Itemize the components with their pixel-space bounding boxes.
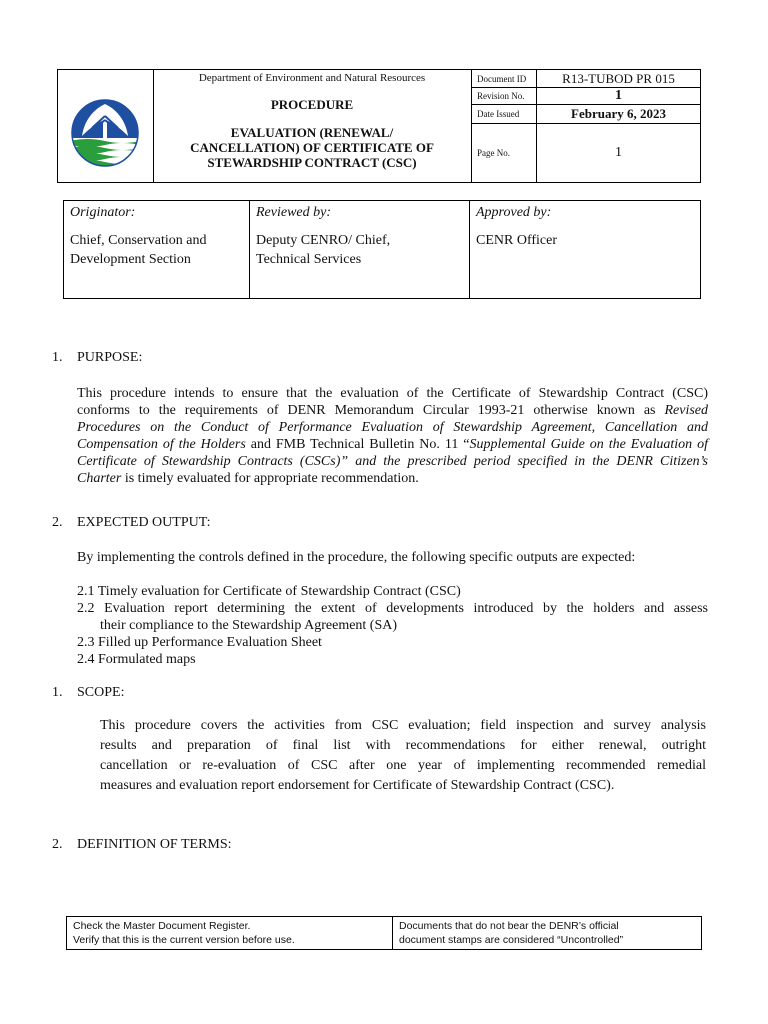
definitions-heading: DEFINITION OF TERMS: xyxy=(77,837,232,852)
approved-line1: CENR Officer xyxy=(476,233,557,248)
date-label: Date Issued xyxy=(471,105,537,123)
revision-label: Revision No. xyxy=(471,88,537,104)
page-label: Page No. xyxy=(471,124,537,182)
procedure-title-line3: STEWARDSHIP CONTRACT (CSC) xyxy=(207,155,417,170)
purpose-paragraph xyxy=(77,385,708,487)
purpose-line6-italic: Charter xyxy=(77,471,122,486)
footer-right-line1: Documents that do not bear the DENR’s official xyxy=(399,920,619,932)
purpose-heading: PURPOSE: xyxy=(77,350,143,365)
purpose-line6 xyxy=(77,470,708,487)
expected-heading: EXPECTED OUTPUT: xyxy=(77,515,211,530)
procedure-label: PROCEDURE xyxy=(270,97,354,112)
purpose-line5: Certificate of Stewardship Contracts (CSCs)” and the prescribed period specified in the DENR Citizen’s xyxy=(77,454,708,469)
expected-item-2-2-cont: their compliance to the Stewardship Agreement (SA) xyxy=(100,618,398,633)
footer-right-line2: document stamps are considered “Uncontrolled” xyxy=(399,934,624,946)
document-id-label: Document ID xyxy=(471,70,537,87)
scope-paragraph xyxy=(100,716,706,796)
procedure-title-line2: CANCELLATION) OF CERTIFICATE OF xyxy=(190,140,434,155)
scope-heading: SCOPE: xyxy=(77,685,125,700)
title-cell xyxy=(153,70,472,182)
signatories-table xyxy=(63,200,701,299)
revision-value: 1 xyxy=(615,88,622,103)
document-id-value: R13-TUBOD PR 015 xyxy=(562,70,675,86)
purpose-line4-italic2: Supplemental Guide on the Evaluation of xyxy=(469,437,708,452)
approved-name xyxy=(476,231,694,250)
purpose-line4-text: and FMB Technical Bulletin No. 11 “ xyxy=(245,437,470,452)
originator-line2: Development Section xyxy=(70,252,191,267)
purpose-line4 xyxy=(77,436,708,453)
purpose-line3: Procedures on the Conduct of Performance Evaluation of Stewardship Agreement, Cancellation and xyxy=(77,420,708,435)
footer-left-line2: Verify that this is the current version before use. xyxy=(73,934,295,946)
purpose-line2-italic: Revised xyxy=(664,403,708,418)
reviewed-label: Reviewed by: xyxy=(256,205,332,220)
document-header xyxy=(57,69,701,183)
procedure-title-line1: EVALUATION (RENEWAL/ xyxy=(230,125,394,140)
document-footer xyxy=(66,916,702,950)
purpose-line1: This procedure intends to ensure that the evaluation of the Certificate of Stewardship Contract (CSC) xyxy=(77,386,708,401)
scope-line4: measures and evaluation report endorsement for Certificate of Stewardship Contract (CSC). xyxy=(100,778,615,793)
footer-right-cell xyxy=(393,917,701,949)
purpose-line4-italic: Compensation of the Holders xyxy=(77,437,246,452)
meta-row-revision xyxy=(471,88,700,105)
originator-name xyxy=(70,231,243,269)
date-value: February 6, 2023 xyxy=(571,106,666,121)
expected-number: 2. xyxy=(52,515,63,530)
originator-label: Originator: xyxy=(70,205,136,220)
expected-item-2-1: 2.1 Timely evaluation for Certificate of Stewardship Contract (CSC) xyxy=(77,584,461,599)
department-name: Department of Environment and Natural Resources xyxy=(198,72,426,84)
purpose-line6-text: is timely evaluated for appropriate recommendation. xyxy=(121,471,419,486)
purpose-number: 1. xyxy=(52,350,63,365)
approved-label: Approved by: xyxy=(476,205,552,220)
scope-line3: cancellation or re-evaluation of CSC after one year of implementing recommended remedial xyxy=(100,758,706,773)
meta-row-date xyxy=(471,105,700,124)
procedure-title xyxy=(153,125,471,170)
approved-cell xyxy=(470,201,700,298)
page-value: 1 xyxy=(615,145,622,160)
expected-item-2-2: 2.2 Evaluation report determining the extent of developments introduced by the holders and assess xyxy=(77,601,708,616)
footer-left-line1: Check the Master Document Register. xyxy=(73,920,251,932)
meta-row-page xyxy=(471,124,700,182)
reviewed-cell xyxy=(250,201,470,298)
reviewed-line1: Deputy CENRO/ Chief, xyxy=(256,233,391,248)
meta-row-document-id xyxy=(471,70,700,88)
originator-line1: Chief, Conservation and xyxy=(70,233,207,248)
expected-item-2-3: 2.3 Filled up Performance Evaluation Sheet xyxy=(77,635,322,650)
expected-item-2-4: 2.4 Formulated maps xyxy=(77,652,196,667)
reviewed-line2: Technical Services xyxy=(256,252,362,267)
expected-list xyxy=(77,583,708,668)
logo-cell xyxy=(58,70,154,182)
scope-line1: This procedure covers the activities from CSC evaluation; field inspection and survey analysis xyxy=(100,718,706,733)
originator-cell xyxy=(64,201,250,298)
footer-left-cell xyxy=(67,917,393,949)
purpose-line2 xyxy=(77,402,708,419)
scope-line2: results and preparation of final list with recommendations for either renewal, outright xyxy=(100,738,706,753)
scope-number: 1. xyxy=(52,685,63,700)
document-meta xyxy=(471,70,700,182)
purpose-line2-text: conforms to the requirements of DENR Memorandum Circular 1993-21 otherwise known as xyxy=(77,403,665,418)
expected-intro: By implementing the controls defined in the procedure, the following specific outputs are expected: xyxy=(77,550,636,565)
denr-logo-icon xyxy=(70,98,140,168)
definitions-number: 2. xyxy=(52,837,63,852)
reviewed-name xyxy=(256,231,463,269)
